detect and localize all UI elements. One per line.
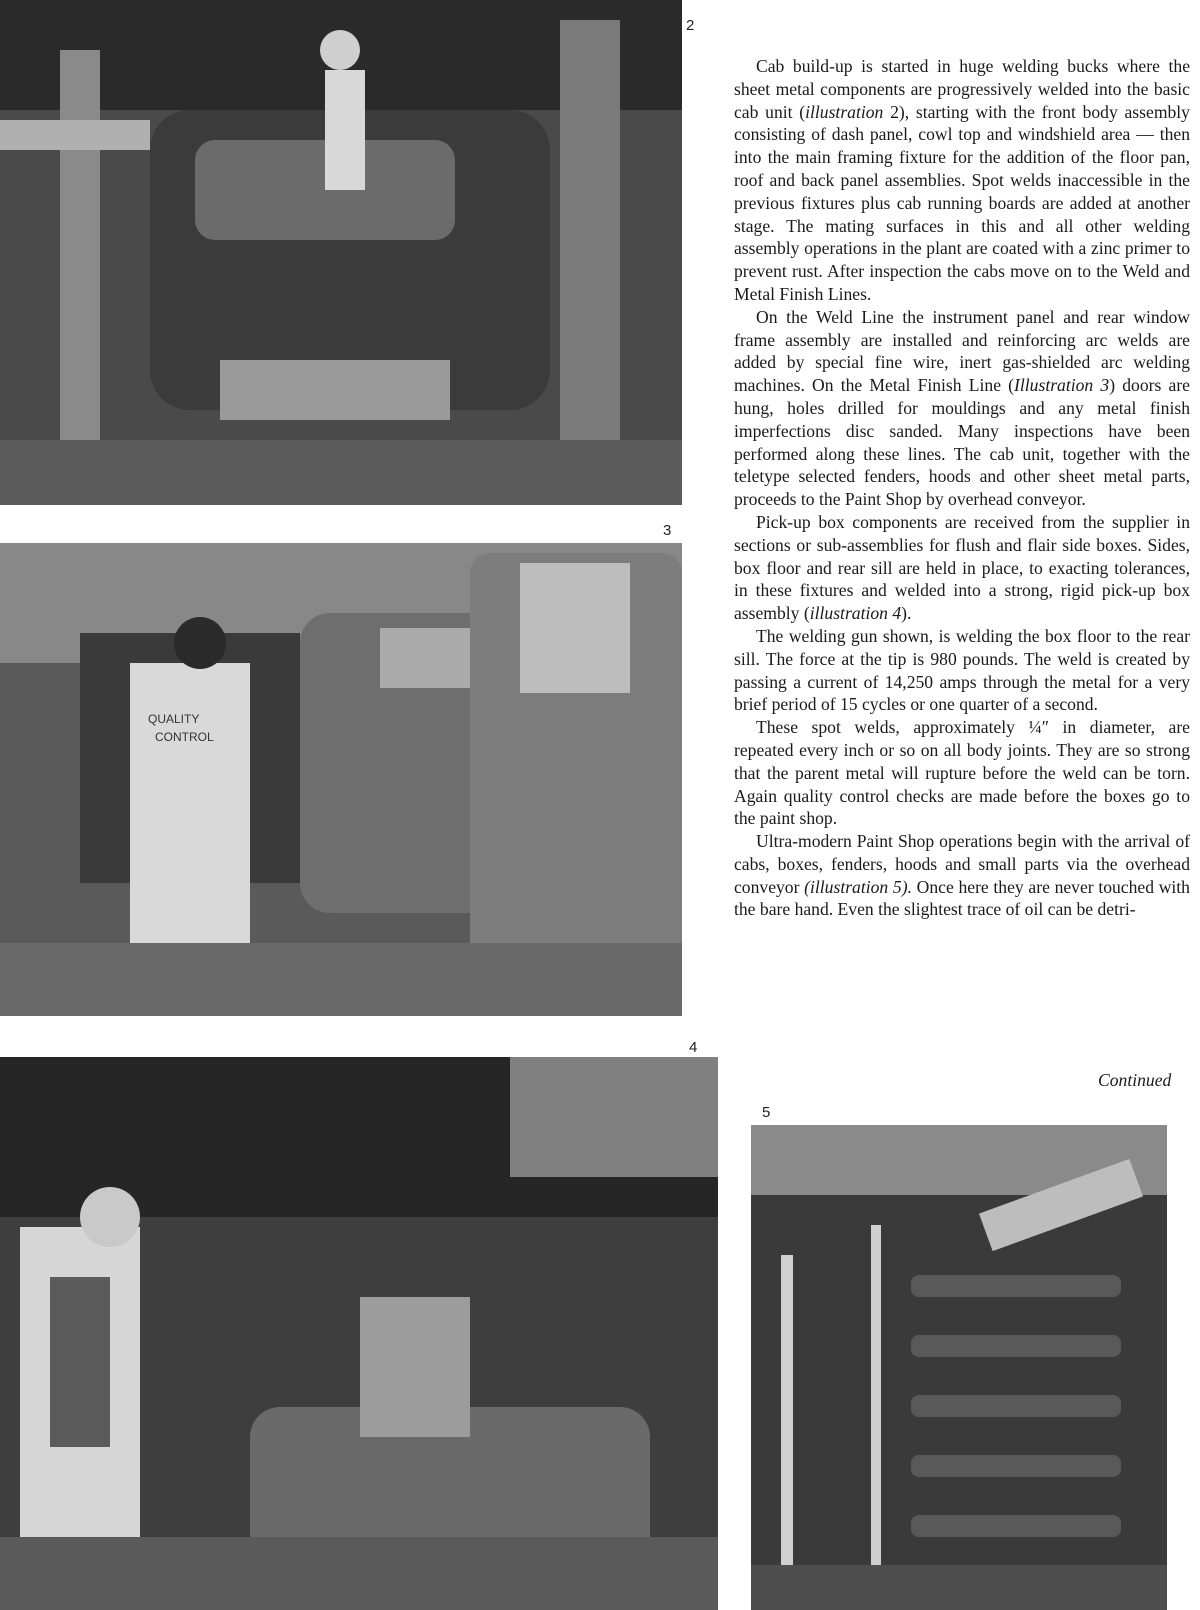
figure-number: 5 <box>762 1104 771 1121</box>
paragraph: Pick-up box components are received from the supplier in sections or sub-assemblies for flush and flair side boxes. Sides, box floor and rear sill are held in place, to exacting tolerances, in these fixtures and welded into a strong, rigid pick-up box assembly (illustration 4). <box>734 511 1190 624</box>
paragraph: Cab build-up is started in huge welding bucks where the sheet metal components are progressively welded into the basic cab unit (illustration 2), starting with the front body assembly consisting of dash panel, cowl top and windshield area — then into the main framing fixture for the addition of the floor pan, roof and back panel assemblies. Spot welds inaccessible in the previous fixtures plus cab running boards are added at another stage. The mating surfaces in this and all other welding assembly operations in the plant are coated with a zinc primer to prevent rust. After inspection the cabs move on to the Weld and Metal Finish Lines. <box>734 56 1190 304</box>
photo-pickup-box-welding <box>0 1057 718 1610</box>
paragraph: On the Weld Line the instrument panel and rear window frame assembly are installed and reinforcing arc welds are added by special fine wire, inert gas-shielded arc welding machines. On the Metal Finish Line (Illustration 3) doors are hung, holes drilled for mouldings and any metal finish imperfections disc sanded. Many inspections have been performed along these lines. The cab unit, together with the teletype selected fenders, hoods and other sheet metal parts, proceeds to the Paint Shop by overhead conveyor. <box>734 306 1190 510</box>
jacket-text-quality: QUALITY <box>148 712 200 726</box>
photo-metal-finish-line <box>0 543 682 1016</box>
photo-paint-shop-conveyor <box>751 1125 1167 1610</box>
article-text <box>734 55 1190 921</box>
figure-number: 2 <box>686 17 695 34</box>
continued-label: Continued <box>1098 1070 1172 1090</box>
figure-number: 3 <box>663 522 672 539</box>
paragraph: These spot welds, approximately ¼″ in diameter, are repeated every inch or so on all body joints. They are so strong that the parent metal will rupture before the weld can be torn. Again quality control checks are made before the boxes go to the paint shop. <box>734 717 1190 829</box>
paragraph: Ultra-modern Paint Shop operations begin with the arrival of cabs, boxes, fenders, hoods and small parts via the overhead conveyor (illustration 5). Once here they are never touched with the bare hand. Even the slightest trace of oil can be detri- <box>734 831 1190 920</box>
jacket-text-control: CONTROL <box>155 730 214 744</box>
figure-number: 4 <box>689 1039 698 1056</box>
paragraph: The welding gun shown, is welding the box floor to the rear sill. The force at the tip is 980 pounds. The weld is created by passing a current of 14,250 amps through the metal for a very brief period of 15 cycles or one quarter of a second. <box>734 625 1190 715</box>
photo-cab-welding-buck <box>0 0 682 505</box>
